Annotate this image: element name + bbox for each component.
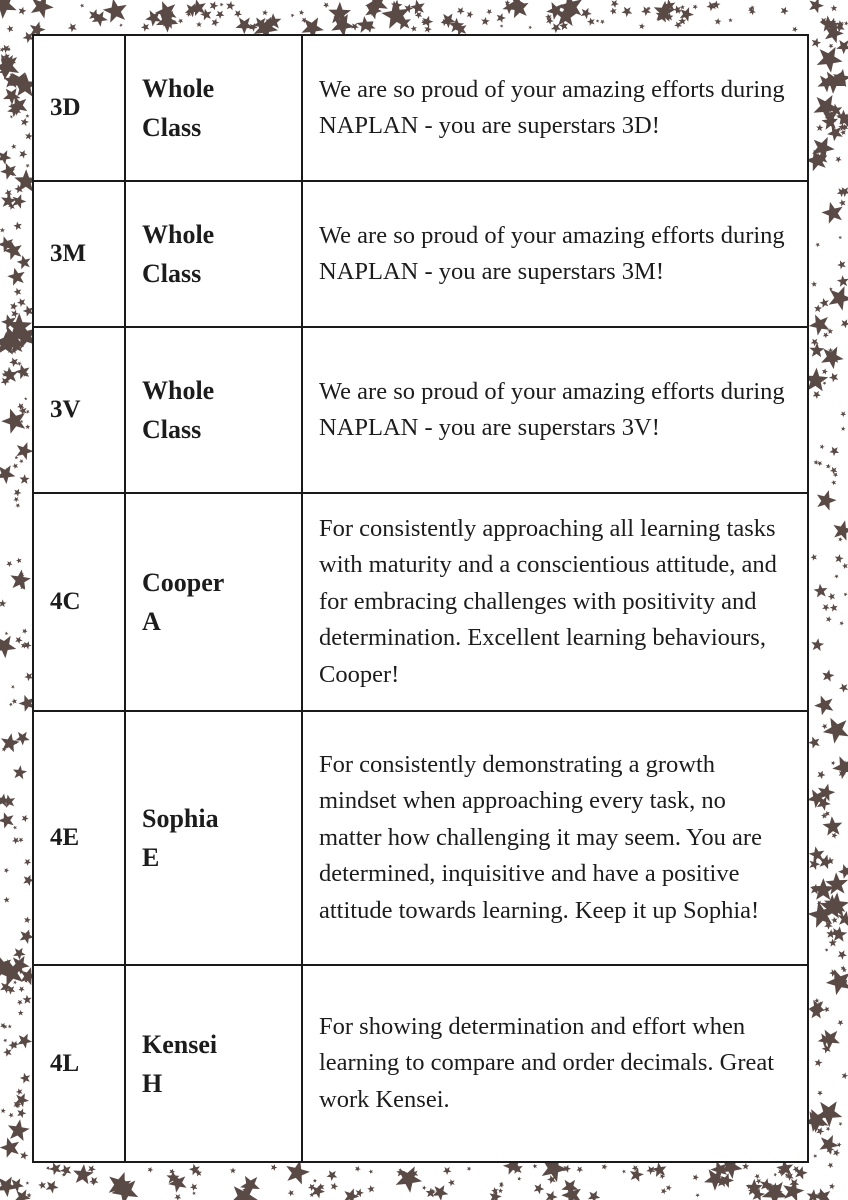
star-border-icon [831, 917, 838, 924]
star-border-icon [3, 897, 9, 903]
star-border-icon [12, 463, 18, 469]
award-message-cell: For consistently approaching all learning tasks with maturity and a conscientious attitude, and for embracing challenges with positivity and determination. Excellent learning behaviours, Cooper! [302, 493, 808, 711]
star-border-icon [467, 11, 474, 18]
star-border-icon [814, 696, 833, 716]
table-row [33, 35, 808, 181]
star-border-icon [0, 599, 7, 607]
student-name-cell [125, 327, 302, 493]
star-border-icon [809, 315, 830, 336]
star-border-icon [0, 228, 5, 233]
star-border-icon [551, 23, 561, 33]
star-border-icon [715, 18, 722, 25]
star-border-icon [666, 1185, 672, 1191]
star-border-icon [838, 236, 842, 240]
class-cell: 3V [33, 327, 125, 493]
star-border-icon [808, 737, 820, 749]
star-border-icon [17, 255, 31, 269]
star-border-icon [190, 1183, 198, 1191]
star-border-icon [486, 9, 492, 15]
star-border-icon [816, 124, 823, 131]
star-border-icon [813, 1154, 817, 1158]
star-border-icon [234, 10, 242, 18]
star-border-icon [822, 724, 828, 730]
star-border-icon [822, 114, 839, 130]
star-border-icon [13, 826, 17, 830]
student-name-line: Whole [142, 74, 215, 103]
student-name-cell [125, 181, 302, 327]
star-border-icon [834, 574, 838, 578]
star-border-icon [844, 592, 848, 596]
star-border-icon [500, 24, 503, 28]
star-border-icon [80, 4, 84, 8]
table-row [33, 965, 808, 1162]
student-name-cell [125, 493, 302, 711]
star-border-icon [0, 465, 15, 484]
star-border-icon [0, 812, 14, 828]
star-border-icon [230, 1167, 236, 1173]
star-border-icon [46, 1181, 59, 1194]
star-border-icon [819, 1030, 840, 1050]
star-border-icon [646, 1166, 655, 1175]
star-border-icon [196, 21, 202, 27]
star-border-icon [26, 1181, 30, 1185]
award-message-cell: For consistently demonstrating a growth mindset when approaching every task, no matter how challenging it may seem. You are determined, inquisitive and have a positive attitude towards learning. Keep it up Sophia! [302, 711, 808, 965]
star-border-icon [814, 584, 828, 598]
star-border-icon [313, 1179, 317, 1183]
star-border-icon [31, 0, 54, 18]
student-name-line: Class [142, 259, 202, 288]
star-border-icon [835, 156, 842, 162]
star-border-icon [819, 298, 829, 308]
star-border-icon [826, 969, 848, 995]
star-border-icon [15, 503, 20, 508]
star-border-icon [587, 18, 595, 26]
award-message-cell: For showing determination and effort when learning to compare and order decimals. Great work Kensei. [302, 965, 808, 1162]
star-border-icon [497, 13, 506, 23]
class-cell: 3M [33, 181, 125, 327]
star-border-icon [19, 7, 27, 15]
student-name-cell [125, 965, 302, 1162]
star-border-icon [18, 838, 24, 843]
star-border-icon [481, 17, 490, 26]
star-border-icon [12, 194, 26, 209]
star-border-icon [517, 1177, 521, 1181]
student-name-line: Class [142, 415, 202, 444]
star-border-icon [588, 1191, 601, 1200]
star-border-icon [174, 1194, 181, 1200]
star-border-icon [813, 391, 821, 399]
star-border-icon [288, 1190, 295, 1197]
star-border-icon [817, 47, 843, 73]
award-message-cell: We are so proud of your amazing efforts during NAPLAN - you are superstars 3M! [302, 181, 808, 327]
star-border-icon [6, 561, 12, 567]
star-border-icon [811, 281, 817, 287]
star-border-icon [46, 1166, 50, 1170]
star-border-icon [829, 1183, 835, 1189]
star-border-icon [18, 1010, 24, 1016]
star-border-icon [842, 1072, 848, 1079]
star-border-icon [823, 718, 848, 744]
star-border-icon [178, 18, 183, 23]
star-border-icon [826, 616, 832, 622]
star-border-icon [20, 1151, 28, 1160]
star-border-icon [331, 1183, 339, 1191]
awards-table [32, 34, 809, 1163]
star-border-icon [26, 164, 30, 168]
star-border-icon [4, 868, 9, 873]
star-border-icon [596, 19, 600, 23]
star-border-icon [216, 11, 225, 19]
star-border-icon [693, 1174, 699, 1181]
star-border-icon [0, 150, 12, 164]
star-border-icon [823, 816, 843, 835]
star-border-icon [11, 685, 15, 689]
star-border-icon [19, 150, 27, 159]
star-border-icon [841, 426, 846, 431]
star-border-icon [3, 1039, 7, 1043]
award-message-cell: We are so proud of your amazing efforts during NAPLAN - you are superstars 3D! [302, 35, 808, 181]
star-border-icon [817, 490, 837, 511]
class-cell: 3D [33, 35, 125, 181]
star-border-icon [411, 25, 417, 31]
star-border-icon [8, 1024, 12, 1028]
star-border-icon [271, 1164, 278, 1171]
star-border-icon [8, 1119, 30, 1141]
star-border-icon [20, 1073, 30, 1084]
star-border-icon [695, 1193, 699, 1197]
star-border-icon [18, 1034, 33, 1049]
star-border-icon [823, 332, 829, 338]
star-border-icon [22, 629, 28, 635]
star-border-icon [7, 268, 25, 286]
star-border-icon [369, 1169, 373, 1174]
class-cell: 4C [33, 493, 125, 711]
student-name-line: Whole [142, 220, 215, 249]
star-border-icon [26, 410, 30, 414]
star-border-icon [822, 604, 830, 612]
star-border-icon [839, 1122, 843, 1126]
star-border-icon [842, 563, 848, 569]
star-border-icon [840, 621, 845, 626]
star-border-icon [532, 1164, 537, 1169]
star-border-icon [815, 1059, 823, 1067]
award-message-cell: We are so proud of your amazing efforts during NAPLAN - you are superstars 3V! [302, 327, 808, 493]
star-border-icon [825, 948, 829, 952]
star-border-icon [814, 305, 822, 313]
star-border-icon [831, 480, 836, 485]
star-border-icon [756, 1179, 762, 1185]
star-border-icon [327, 1170, 338, 1181]
star-border-icon [13, 497, 19, 503]
star-border-icon [299, 10, 304, 15]
star-border-icon [826, 464, 831, 469]
star-border-icon [16, 558, 22, 564]
table-row [33, 711, 808, 965]
star-border-icon [830, 604, 838, 612]
star-border-icon [837, 1020, 843, 1026]
star-border-icon [783, 1180, 804, 1200]
star-border-icon [792, 27, 798, 33]
star-border-icon [822, 202, 843, 224]
star-border-icon [49, 1162, 62, 1175]
star-border-icon [25, 424, 30, 429]
star-border-icon [630, 1168, 644, 1182]
student-name-line: H [142, 1068, 163, 1098]
star-border-icon [11, 698, 17, 704]
star-border-icon [546, 1191, 558, 1200]
star-border-icon [498, 1188, 503, 1193]
star-border-icon [831, 761, 835, 766]
star-border-icon [809, 0, 824, 13]
star-border-icon [639, 23, 645, 29]
star-border-icon [16, 732, 30, 746]
star-border-icon [827, 1163, 833, 1169]
star-border-icon [355, 1166, 361, 1172]
star-border-icon [823, 381, 827, 385]
star-border-icon [323, 2, 329, 8]
class-cell: 4L [33, 965, 125, 1162]
star-border-icon [828, 44, 833, 49]
star-border-icon [838, 537, 843, 542]
star-border-icon [15, 364, 29, 379]
student-name-line: Cooper [142, 568, 225, 597]
star-border-icon [448, 1179, 455, 1186]
star-border-icon [89, 1177, 98, 1186]
star-border-icon [815, 243, 820, 248]
star-border-icon [8, 1113, 13, 1118]
star-border-icon [9, 703, 13, 707]
star-border-icon [826, 1127, 831, 1132]
student-name-line: A [142, 607, 161, 636]
star-border-icon [457, 7, 465, 15]
star-border-icon [833, 1149, 840, 1156]
star-border-icon [824, 1006, 830, 1012]
star-border-icon [837, 1142, 842, 1147]
star-border-icon [10, 115, 14, 118]
star-border-icon [14, 489, 22, 497]
star-border-icon [443, 1167, 452, 1175]
star-border-icon [4, 189, 11, 197]
star-border-icon [192, 1191, 196, 1195]
star-border-icon [529, 25, 533, 29]
star-border-icon [13, 222, 21, 231]
star-border-icon [837, 260, 846, 269]
star-border-icon [534, 1183, 545, 1194]
table-row [33, 327, 808, 493]
star-border-icon [728, 18, 732, 22]
star-border-icon [774, 1173, 778, 1177]
star-border-icon [15, 456, 19, 460]
star-border-icon [832, 756, 848, 779]
star-border-icon [396, 1166, 422, 1192]
star-border-icon [581, 8, 592, 19]
star-border-icon [5, 632, 9, 636]
star-border-icon [422, 1186, 426, 1191]
table-row [33, 181, 808, 327]
star-border-icon [23, 995, 32, 1004]
star-border-icon [68, 23, 77, 32]
star-border-icon [817, 771, 825, 780]
star-border-icon [21, 118, 29, 126]
class-cell: 4E [33, 711, 125, 965]
student-name-cell [125, 711, 302, 965]
star-border-icon [226, 1, 235, 10]
star-border-icon [220, 3, 224, 7]
star-border-icon [822, 368, 828, 374]
star-border-icon [839, 683, 848, 692]
star-border-icon [17, 1000, 23, 1006]
star-border-icon [817, 1091, 823, 1096]
star-border-icon [611, 0, 619, 8]
star-border-icon [1, 193, 17, 208]
star-border-icon [10, 570, 31, 590]
star-border-icon [811, 638, 824, 651]
star-border-icon [820, 444, 825, 449]
star-border-icon [0, 1177, 17, 1198]
star-border-icon [809, 343, 824, 358]
star-border-icon [829, 373, 838, 382]
star-border-icon [576, 1167, 583, 1173]
star-border-icon [3, 1048, 12, 1057]
star-border-icon [838, 950, 848, 959]
star-border-icon [680, 5, 685, 10]
star-border-icon [6, 25, 13, 32]
star-border-icon [24, 397, 27, 400]
star-border-icon [291, 14, 295, 18]
star-border-icon [693, 4, 698, 9]
star-border-icon [381, 1, 409, 29]
star-border-icon [367, 1185, 374, 1193]
star-border-icon [9, 358, 18, 368]
star-border-icon [14, 288, 22, 296]
star-border-icon [24, 859, 31, 866]
star-border-icon [432, 1185, 448, 1200]
star-border-icon [830, 467, 838, 474]
star-border-icon [19, 459, 24, 464]
star-border-icon [38, 1181, 46, 1189]
star-border-icon [26, 114, 30, 118]
student-name-line: Whole [142, 376, 215, 405]
star-border-icon [811, 554, 817, 561]
star-border-icon [661, 1188, 667, 1194]
star-border-icon [831, 5, 838, 12]
star-border-icon [141, 23, 150, 32]
star-border-icon [148, 1167, 154, 1173]
star-border-icon [1, 1108, 6, 1113]
star-border-icon [754, 1174, 760, 1180]
star-border-icon [0, 1138, 19, 1158]
star-border-icon [286, 1160, 310, 1184]
star-border-icon [622, 1169, 626, 1173]
star-border-icon [832, 832, 838, 838]
student-name-line: Kensei [142, 1029, 218, 1059]
star-border-icon [236, 18, 254, 35]
star-border-icon [13, 980, 17, 984]
star-border-icon [424, 25, 432, 33]
star-border-icon [11, 310, 19, 318]
star-border-icon [24, 916, 31, 923]
star-border-icon [0, 636, 16, 658]
star-border-icon [0, 0, 17, 19]
star-border-icon [17, 298, 26, 307]
star-border-icon [828, 593, 835, 601]
star-border-icon [119, 23, 123, 27]
star-border-icon [841, 319, 848, 328]
star-border-icon [17, 1108, 26, 1118]
star-border-icon [16, 442, 33, 460]
star-border-icon [652, 1162, 667, 1177]
student-name-cell [125, 35, 302, 181]
star-border-icon [610, 8, 617, 15]
star-border-icon [426, 1188, 436, 1198]
star-border-icon [467, 1167, 472, 1172]
star-border-icon [839, 199, 846, 206]
star-border-icon [844, 21, 848, 26]
star-border-icon [622, 7, 633, 17]
student-name-line: Sophia [142, 804, 219, 833]
star-border-icon [812, 38, 822, 48]
star-border-icon [836, 40, 848, 54]
student-name-line: Class [142, 113, 202, 142]
star-border-icon [15, 637, 22, 644]
star-border-icon [817, 461, 823, 466]
star-border-icon [600, 20, 605, 25]
star-border-icon [809, 846, 825, 862]
star-border-icon [210, 1, 219, 10]
star-border-icon [602, 1164, 608, 1170]
star-border-icon [840, 411, 846, 417]
star-border-icon [20, 474, 30, 484]
star-border-icon [22, 815, 29, 822]
star-border-icon [92, 11, 108, 27]
star-border-icon [822, 670, 834, 682]
star-border-icon [212, 19, 220, 27]
star-border-icon [18, 986, 24, 992]
star-border-icon [809, 1000, 825, 1016]
student-name-line: E [142, 843, 160, 872]
star-border-icon [835, 554, 844, 563]
star-border-icon [781, 7, 789, 15]
star-border-icon [817, 901, 822, 906]
star-border-icon [837, 275, 848, 287]
star-border-icon [742, 1163, 749, 1170]
star-border-icon [829, 447, 839, 456]
star-border-icon [262, 10, 268, 16]
star-border-icon [11, 144, 16, 150]
table-row [33, 493, 808, 711]
star-border-icon [16, 1088, 23, 1095]
star-border-icon [13, 765, 27, 779]
